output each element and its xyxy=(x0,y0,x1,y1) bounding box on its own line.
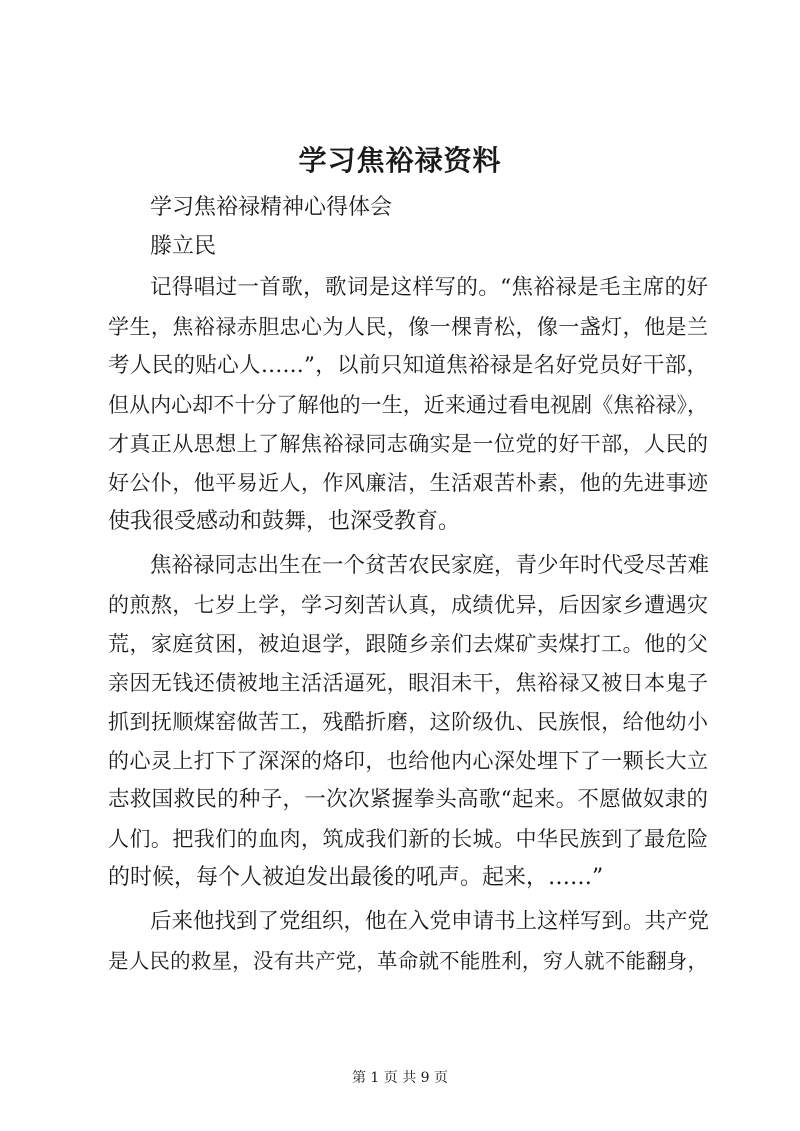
paragraph-1-line-4: 但从内心却不十分了解他的一生，近来通过看电视剧《焦裕禄》， xyxy=(108,393,708,417)
paragraph-1-line-7: 使我很受感动和鼓舞，也深受教育。 xyxy=(108,509,461,534)
paragraph-1-line-5: 才真正从思想上了解焦裕禄同志确实是一位党的好干部，人民的 xyxy=(108,432,708,456)
paragraph-2-line-1: 焦裕禄同志出生在一个贫苦农民家庭，青少年时代受尽苦难 xyxy=(150,553,710,578)
paragraph-2-line-3: 荒，家庭贫困，被迫退学，跟随乡亲们去煤矿卖煤打工。他的父 xyxy=(108,632,708,656)
document-subtitle: 学习焦裕禄精神心得体会 xyxy=(150,195,393,220)
paragraph-2-line-6: 的心灵上打下了深深的烙印，也给他内心深处埋下了一颗长大立 xyxy=(108,749,708,773)
paragraph-1-line-1: 记得唱过一首歌，歌词是这样写的。“焦裕禄是毛主席的好 xyxy=(150,275,708,300)
page-footer: 第 1 页 共 9 页 xyxy=(351,1070,449,1086)
paragraph-2-line-9: 的时候，每个人被迫发出最後的吼声。起来，……” xyxy=(108,865,604,890)
paragraph-2-line-8: 人们。把我们的血肉，筑成我们新的长城。中华民族到了最危险 xyxy=(108,827,708,851)
paragraph-2-line-2: 的煎熬，七岁上学，学习刻苦认真，成绩优异，后因家乡遭遇灾 xyxy=(108,593,708,617)
paragraph-2-line-5: 抓到抚顺煤窑做苦工，残酷折磨，这阶级仇、民族恨，给他幼小 xyxy=(108,710,708,734)
paragraph-3-line-1: 后来他找到了党组织，他在入党申请书上这样写到。共产党 xyxy=(150,909,710,934)
paragraph-2-line-4: 亲因无钱还债被地主活活逼死，眼泪未干，焦裕禄又被日本鬼子 xyxy=(108,671,708,695)
paragraph-3-line-2: 是人民的救星，没有共产党，革命就不能胜利，穷人就不能翻身， xyxy=(108,949,708,973)
paragraph-1-line-3: 考人民的贴心人……”，以前只知道焦裕禄是名好党员好干部， xyxy=(108,353,708,378)
paragraph-2-line-7: 志救国救民的种子，一次次紧握拳头高歌“起来。不愿做奴隶的 xyxy=(108,787,708,812)
document-author: 滕立民 xyxy=(150,234,217,259)
paragraph-1-line-2: 学生，焦裕禄赤胆忠心为人民，像一棵青松，像一盏灯，他是兰 xyxy=(108,315,708,339)
paragraph-1-line-6: 好公仆，他平易近人，作风廉洁，生活艰苦朴素，他的先进事迹 xyxy=(108,471,708,495)
document-title: 学习焦裕禄资料 xyxy=(298,144,502,177)
